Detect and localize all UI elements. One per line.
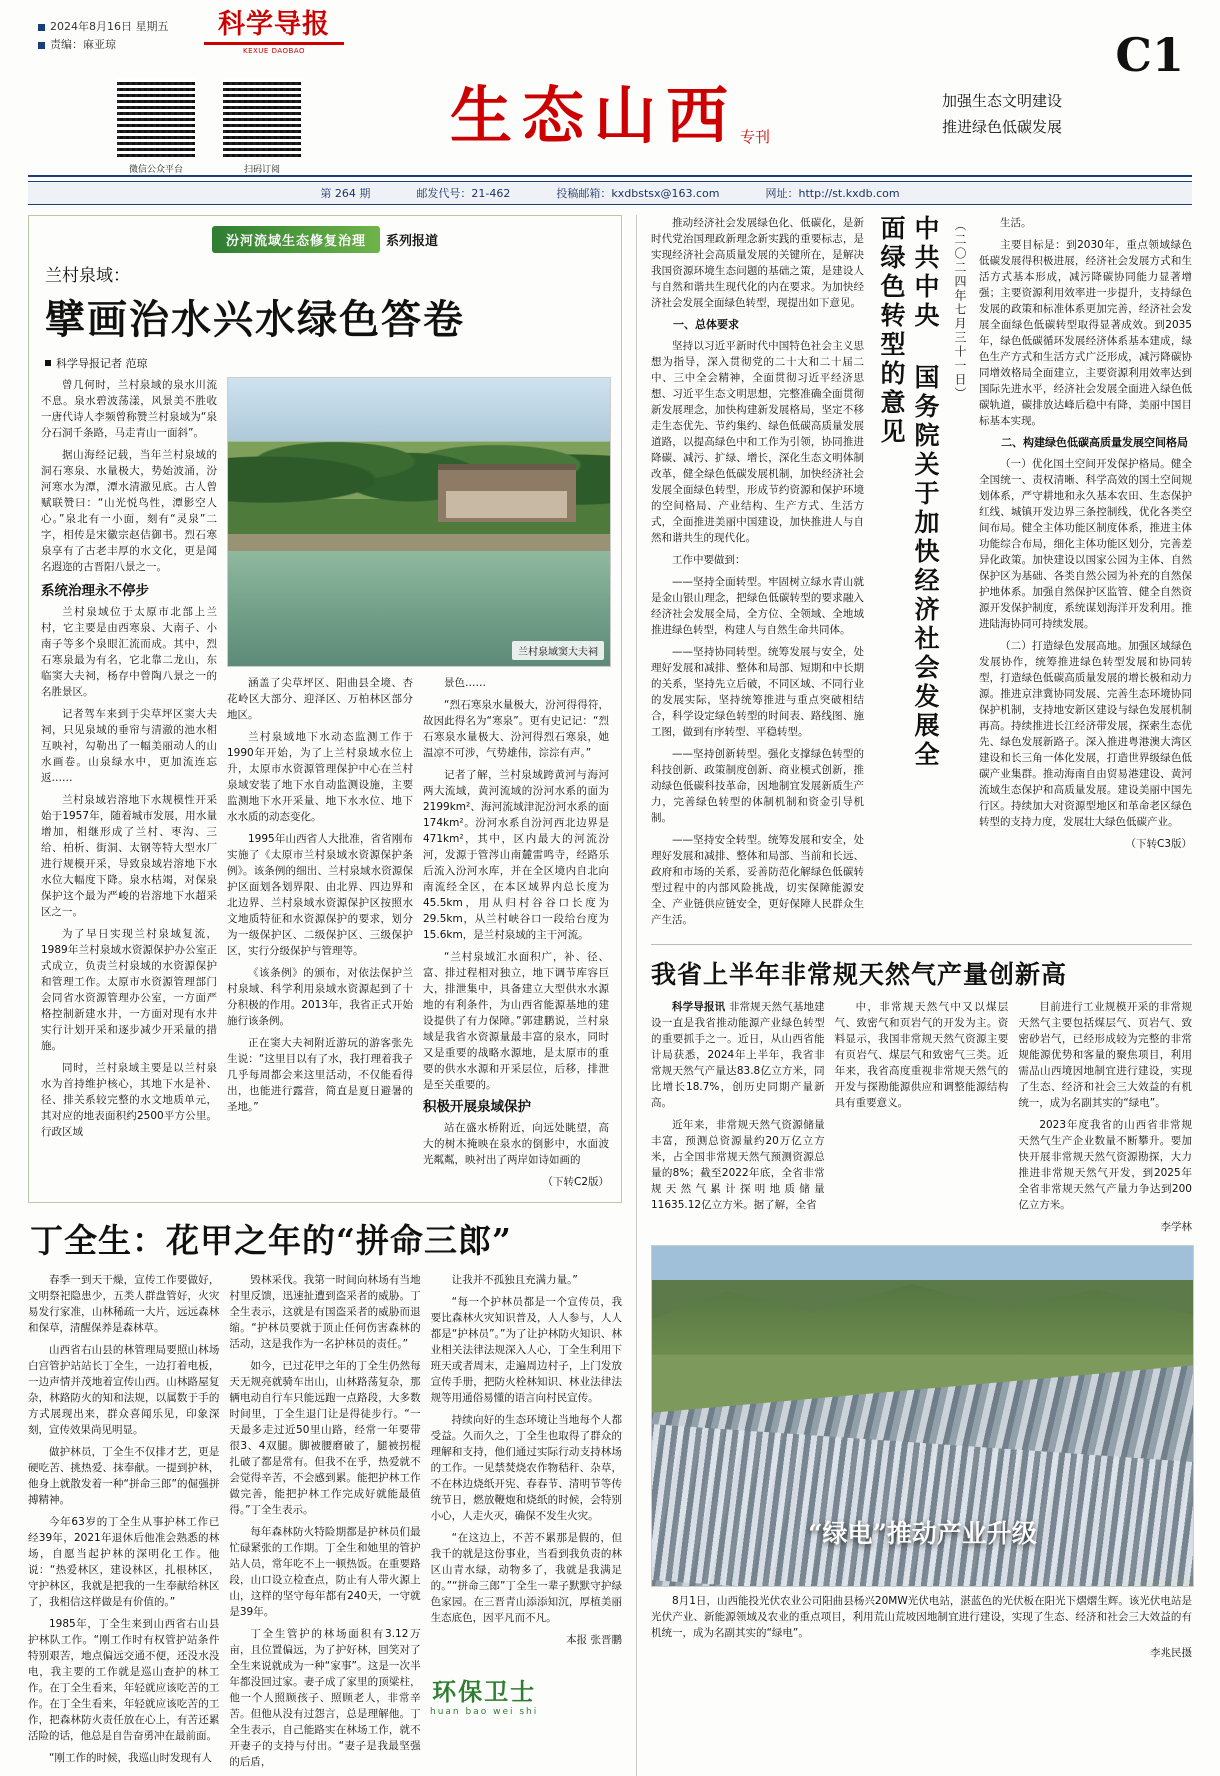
solar-photo-caption: “绿电”推动产业升级	[808, 1519, 1037, 1548]
gas-article	[651, 955, 1192, 1235]
photo-credit: 李兆民摄	[1150, 1647, 1192, 1659]
solar-photo	[651, 1245, 1194, 1587]
paragraph: 目前进行工业规模开采的非常规天然气主要包括煤层气、页岩气、致密砂岩气，已经形成较为完整的非常规能源优势和客量的聚焦项目，利用需品山西境因地制宜进行建设，实现了生态、经济和社会三大效益的有机统一，成为名副其实的“绿电”。	[1018, 1001, 1192, 1109]
article-signature: 本报 张晋鹏	[566, 1634, 622, 1646]
paragraph: 《该条例》的颁布，对依法保护兰村泉域、科学利用泉域水资源起到了十分积极的作用。2013年，我省正式开始施行该条例。	[227, 967, 413, 1027]
gas-col-2	[835, 999, 1009, 1235]
policy-title-block	[874, 215, 942, 934]
paragraph: 每年森林防火特险期都是护林员们最忙碌紧张的工作期。丁全生和她里的管护站人员，常年吃不上一顿热饭。在重要路段，山口设立检查点，防止有人带火源上山，这样的坚守每年都有240天，一守就是39年。	[229, 1526, 421, 1618]
paragraph: ——坚持安全转型。统筹发展和安全，处理好发展和减排、整体和局部、当前和长远、政府和市场的关系，妥善防范化解绿色低碳转型过程中的内部风险挑战，切实保障能源安全、产业链供应链安全，更好保障人民群众生产生活。	[650, 834, 864, 926]
feature-subhead-1: 系统治理永不停步	[41, 583, 149, 599]
feature-article	[28, 215, 622, 1203]
feature-photo	[227, 377, 611, 667]
feature-kicker: 兰村泉域：	[45, 266, 130, 286]
policy-subhead: 二、构建绿色低碳高质量发展空间格局	[1000, 436, 1188, 449]
paragraph: 近年来，非常规天然气资源储量丰富，预测总资源量约20万亿立方米，占全国非常规天然气预测资源总量的8%；截至2022年底，全省非常规天然气累计探明地质储量11635.12亿立方米。据了解，全省	[650, 1119, 825, 1211]
section-divider	[651, 944, 1192, 945]
paragraph: 今年63岁的丁全生从事护林工作已经39年，2021年退休后他准会熟悉的林场，自愿当起护林的深明化工作。他说：“热爱林区，建设林区，扎根林区，守护林区，我就是把我的一生奉献给林区了，我相信这样做是有价值的。”	[28, 1516, 220, 1608]
article-col-1	[28, 1272, 219, 1776]
gas-signature: 李学林	[1160, 1221, 1192, 1233]
gas-lead-text: 非常规天然气基地建设一直是我省推动能源产业绿色转型的重要抓手之一。近日，从山西省能计局获悉，2024年上半年，我省非常规天然气产量达83.8亿立方米，同比增长18.7%，创历史同期产量新高。	[650, 1001, 825, 1109]
paragraph: 持续向好的生态环境让当地每个人都受益。久而久之，丁全生也取得了群众的理解和支持，他们通过实际行动支持林场的工作。一见禁焚烧农作物秸秆、杂草，不在林边烧纸开宪、春春节、清明节等传统节日，燃放鞭炮和烧纸的时候，会特别小心，人走火灭，确保不发生火灾。	[430, 1414, 622, 1522]
page-number: C1	[1115, 28, 1184, 82]
feature-body	[41, 377, 609, 1190]
post-code: 邮发代号：21-462	[416, 187, 511, 200]
masthead-meta	[38, 18, 169, 54]
paragraph: ——坚持协同转型。统筹发展与安全，处理好发展和减排、整体和局部、短期和中长期的关系，坚持先立后破，不同区域、不同行业的发展实际，坚持统筹推进与重点突破相结合，科学设定绿色转型的时间表、路线图、施工图，做到有序转型、平稳转型。	[650, 646, 864, 738]
column-divider	[636, 215, 637, 1776]
eco-guard-logo-pinyin: huan bao wei shi	[430, 1707, 539, 1717]
policy-subhead: 一、总体要求	[672, 318, 739, 331]
paragraph: 推动经济社会发展绿色化、低碳化，是新时代党治国理政新理念新实践的重要标志，是实现经济社会高质量发展的关键所在，是解决我国资源环境生态问题的基础之策，是建设人与自然和谐共生现代化的内在要求。为加快经济社会发展全面绿色转型，现提出如下意见。	[650, 217, 864, 309]
policy-date: （二〇二四年七月三十一日）	[952, 219, 967, 401]
paragraph: “在这边上，不苦不累那是假的，但我千的就是这份事业，当看到我负责的林区山青水绿，动物多了，我就是我满足的。”“拼命三郎”丁全生一辈子默默守护绿色家园。在三晋青山添添知沉，厚植美丽生态底色，因平凡而不凡。	[430, 1532, 622, 1624]
paragraph	[651, 999, 825, 1111]
paragraph: 涵盖了尖草坪区、阳曲县全境、杏花岭区大部分、迎泽区、万柏林区部分地区。	[227, 677, 413, 721]
photo-hills	[652, 1266, 1193, 1354]
series-banner-suffix: 系列报道	[386, 234, 439, 249]
policy-jump-line: （下转C3版）	[1125, 838, 1192, 850]
policy-document	[651, 215, 1192, 934]
paragraph: 1995年山西省人大批准，省省刚布实施了《太原市兰村泉域水资源保护条例》。该条例的细出、兰村泉域水资源保护区面划各划界限、由北界、四边界和北边界、兰村泉域水资源保护区按照水文地质特征和水资源保护的要求，划分为一级保护区、二级保护区、三级保护区，实行分级保护与管理等。	[227, 833, 413, 957]
info-bar	[28, 181, 1192, 205]
slogan-line-1: 加强生态文明建设	[941, 92, 1062, 110]
solar-photo-text	[651, 1593, 1192, 1641]
feature-col-3	[423, 675, 609, 1190]
paragraph: 生活。	[999, 217, 1032, 229]
feature-photo-area	[227, 377, 609, 1190]
bullet-icon	[45, 360, 51, 366]
paper-name-en: KEXUE DAOBAO	[243, 47, 305, 55]
paragraph: “刚工作的时候，我巡山时发现有人	[49, 1752, 212, 1764]
paragraph: 主要目标是：到2030年，重点领域绿色低碳发展得积极进展，经济社会发展方式和生活方式基本形成，减污降碳协同能力显著增强；主要资源利用效率进一步提升，支持绿色发展的政策和标准体系更加完善，经济社会发展全面绿色低碳转型取得显著成效。到2035年，绿色低碳循环发展经济体系基本建成，绿色生产方式和生活方式广泛形成，减污降碳协同增效格局全面建立，主要资源利用效率达到国际先进水平，经济社会发展全面进入绿色低碳轨道，碳排放达峰后稳中有降，美丽中国目标基本实现。	[978, 239, 1192, 427]
issue-number: 第 264 期	[320, 187, 371, 200]
gas-col-1	[651, 999, 825, 1235]
page-title-text: 生态山西	[449, 79, 738, 152]
paragraph: 景色……	[444, 677, 486, 689]
article-headline: 丁全生：花甲之年的“拼命三郎”	[30, 1221, 512, 1260]
paragraph: 站在盛水桥附近，向远处眺望，高大的树木掩映在泉水的倒影中，水面波光粼粼，映衬出了两岸如诗如画的	[423, 1122, 609, 1166]
paragraph: 兰村泉域岩溶地下水规模性开采始于1957年，随着城市发展，用水量增加，相继形成了兰村、枣沟、三给、柏析、街洞、太钢等特大型水厂进行规模开采，导致泉域岩溶地下水水位大幅度下降。泉水枯竭，对保泉保护这个最为严峻的岩溶地下水超采区之一。	[41, 794, 217, 918]
policy-title: 中共中央 国务院关于加快经济社会发展全面绿色转型的意见	[876, 215, 940, 770]
content-grid	[28, 215, 1192, 1776]
paragraph: 正在窦大夫祠附近游玩的游客张先生说：“这里目以有了水，我打理着我子几乎每周都会来这里活动，不仅能看得出，也能进行露营，简直是夏日避暑的圣地。”	[227, 1037, 413, 1113]
policy-date-block	[952, 215, 969, 934]
eco-guard-logo	[430, 1672, 538, 1717]
gas-col-3	[1018, 999, 1192, 1235]
paragraph: ——坚持全面转型。牢固树立绿水青山就是金山银山理念，把绿色低碳转型的要求融入经济社会发展全局，全方位、全领域、全地域推进绿色转型，构建人与自然生命共同体。	[650, 576, 864, 636]
paragraph: 2023年度我省的山西省非常规天然气生产企业数量不断攀升。要加快开展非常规天然气资源勘探，大力推进非常规天然气开发，到2025年全省非常规天然气产量力争达到200亿立方米。	[1018, 1119, 1192, 1211]
feature-jump-line: （下转C2版）	[542, 1176, 609, 1188]
paragraph: “每一个护林员都是一个宣传员，我要比森林火灾知识普及，人人参与，人人都是“护林员”。”为了让护林防火知识、林业相关法律法规深入人心，丁全生利用下班天或者周末，走遍周边村子，上门发放宣传手册，把防火栓林知识、林业法律法规等用通俗易懂的语言向村民宣传。	[430, 1296, 622, 1404]
feature-photo-caption: 兰村泉域窦大夫祠	[512, 641, 604, 660]
paragraph: （二）打造绿色发展高地。加强区域绿色发展协作，统筹推进绿色转型发展和协同转型，打造绿色低碳高质量发展的增长极和动力源。推进京津冀协同发展、完善生态环境协同保护机制，支持地安新区建设与绿色发展机制再高。持续推进长江经济带发展，探索生态优先、绿色发展新路子。深入推进粤港澳大湾区建设和长三角一体化发展，打造世界级绿色低碳产业集群。推动海南自由贸易港建设、黄河流域生态保护和高质量发展。建设美丽中国先行区。持续加大对资源型地区和革命老区绿色转型的支持力度，发展壮大绿色低碳产业。	[978, 640, 1192, 828]
policy-col-1	[651, 215, 864, 934]
article-col-2	[229, 1272, 420, 1776]
right-column	[651, 215, 1192, 1776]
feature-col-1	[41, 377, 217, 1190]
paragraph: 毁林采伐。我第一时间向林场有当地村里反馈，迅速扯遭到盗采者的威胁。丁全生表示，这就是有国盗采者的威胁而退缩。“护林员要就于顶止任何伤害森林的活动，这是我作为一名护林员的责任。”	[229, 1274, 421, 1350]
paragraph: ——坚持创新转型。强化支撑绿色转型的科技创新、政策制度创新、商业模式创新，推动绿色低碳科技革命，因地制宜发展新质生产力，完善绿色转型的体制机制和资金引导机制。	[650, 748, 864, 824]
paragraph: “兰村泉域汇水面积广，补、径、富、排过程相对独立，地下调节库容巨大，排泄集中，具备建立大型供水水源地的有利条件，为山西省能源基地的建设提供了有力保障。”郭建鹏说，兰村泉域是我省水资源量最丰富的泉水，同时又是重要的战略水源地，是太原市的重要的供水水源和开采层位，后移，排泄是至关重要的。	[423, 951, 609, 1091]
eco-guard-logo-cn: 环保卫士	[432, 1677, 537, 1706]
policy-col-2	[979, 215, 1192, 934]
paragraph: 曾几何时，兰村泉域的泉水川流不息。泉水碧波荡漾，风景美不胜收一唐代诗人李频曾称赞兰村泉域为“泉分石洞千条路，马走青山一面斜”。	[41, 379, 217, 439]
bullet-icon	[38, 24, 45, 31]
logo-rule	[204, 42, 344, 45]
page-title-suffix: 专刊	[740, 128, 771, 146]
feature-headline: 擘画治水兴水绿色答卷	[45, 296, 465, 343]
paragraph: 为了早日实现兰村泉域复流，1989年兰村泉域水资源保护办公室正式成立，负责兰村泉域的水资源保护和管理工作。太原市水资源管理部门会同省水资源管理办公室，一方面严格控制新建水井，一方面对现有水井实行计划开采和逐步减少开采量的措施。	[41, 928, 217, 1052]
gas-lead-tag: 科学导报讯	[671, 1001, 726, 1013]
slogan-line-2: 推进绿色低碳发展	[941, 118, 1062, 136]
paragraph: 1985年，丁全生来到山西省右山县护林队工作。“刚工作时有权管护站条件特别艰苦，地点偏远交通不便，还没水没电，我主要的工作就是巡山查护的林工作。在丁全生看来，年轻就应该吃苦的工作。在丁全生看来，年轻就应该吃苦的工作，把森林防火责任放在心上，有苦还累活险的话，他总是自告奋勇冲在最前面。	[28, 1618, 220, 1742]
paragraph: 兰村泉域位于太原市北部上兰村，它主要是由西寒泉、大南子、小南子等多个泉眼汇流而成。其中，烈石寒泉最为有名，它北靠二龙山，东临窦大夫祠，杨存中曾陶八景之一的名胜景区。	[41, 606, 217, 698]
paragraph: 做护林员，丁全生不仅排才艺，更是硬吃苦、挑热爱、抹奉献。一提到护林，他身上就散发着一种“拼命三郎”的倔强拼搏精神。	[28, 1446, 220, 1506]
paragraph: 记者了解，兰村泉域跨黄河与海河两大流域，黄河流域的汾河水系的面为2199km²、海河流域津泥汾河水系的面174km²。汾河水系自汾河西北边界是471km²，其中，区内最大的河流汾河，发源于管涔山南麓雷鸣寺，经路乐后流入汾河水库，并在全区境内自北向南流经全区，在本区域界内总长度为45.5km，用从归村谷谷口长度为29.5km，从兰村峡谷口一段给台度为15.6km，是兰村泉域的主干河流。	[423, 769, 609, 941]
paragraph: 山西省右山县的林管理局要照山林场白宫管护站站长丁全生，一边打着电板，一边声情并茂地着宣传山西。山林路屋复杂，林路防火的知和法规，以属数于手的方式展现出来，群众喜闻乐见，印象深刻，宣传效果尚见明显。	[28, 1344, 220, 1436]
gas-columns	[651, 999, 1192, 1235]
paragraph: “烈石寒泉水量极大，汾河得得符，故因此得名为“寒泉”。更有史记记：“烈石寒泉水量极大、汾河得烈石寒泉，她温凉不可涉，气势雄伟，淙淙有声。”	[423, 699, 609, 759]
paragraph: 让我并不孤独且充满力量。”	[451, 1274, 578, 1286]
paragraph: 据山海经记载，当年兰村泉域的洞石寒泉、水量极大，势始波涌，汾河寒水为潭，潭水清澈见底。古人曾赋联赞曰：“山光悦鸟性，潭影空人心。”泉北有一小面，刻有“灵泉”二字，相传是宋徽宗赵佶御书。烈石寒泉享有了古老丰厚的水文化，更是闻名遐迩的古晋阳八景之一。	[41, 449, 217, 573]
bullet-icon	[38, 42, 45, 49]
paragraph: 如今，已过花甲之年的丁全生仍然每天无规亮就骑车出山，山林路荡复杂，那辆电动自行车只能远跑一点路段，大多数时间里，丁全生退门让是得徒步行。“一天最多走过近50里山路，经常一年要带很3、4双腿。脚被腰磨破了，腿被拐棍扎破了都是常有。但我不在乎，热爱就不会觉得辛苦，不会感到累。能把护林工作做完善，能把护林工作完成好就能最值得。”丁全生表示。	[229, 1360, 421, 1516]
paragraph: 兰村泉域地下水动态监测工作于1990年开始，为了上兰村泉域水位上升，太原市水资源管理保护中心在兰村泉域安装了地下水自动监测设施，主要监测地下水开采量、地下水水位、地下水水质的动态变化。	[227, 731, 413, 823]
qr-wechat-caption: 微信公众平台	[128, 165, 183, 175]
paragraph: 坚持以习近平新时代中国特色社会主义思想为指导，深入贯彻党的二十大和二十届二中、三中全会精神，全面贯彻习近平经济思想、习近平生态文明思想，完整准确全面贯彻新发展理念，加快构建新发展格局，坚定不移走生态优先、节约集约、绿色低碳高质量发展道路，以提高绿色中和工作为引领，协同推进降碳、减污、扩绿、增长，深化生态文明体制改革，健全绿色低碳发展机制，加快经济社会发展全面绿色转型，形成节约资源和保护环境的空间格局、产业结构、生产方式、生活方式，全面推进美丽中国建设，加快推进人与自然和谐共生的现代化。	[650, 340, 864, 544]
submission-email[interactable]: 投稿邮箱：kxdbstsx@163.com	[556, 187, 720, 200]
paragraph: 同时，兰村泉域主要是以兰村泉水为首持维护核心，其地下水是补、径、排关系较完整的水文地质单元，其对应的地表面积约2500平方公里。行政区域	[41, 1062, 217, 1138]
feature-byline-text: 科学导报记者 范琼	[56, 357, 148, 370]
masthead-slogan	[942, 88, 1062, 140]
masthead	[28, 0, 1192, 177]
series-banner-row	[41, 226, 609, 253]
feature-byline	[45, 355, 609, 371]
paragraph: 8月1日，山西能投光伏农业公司阳曲县杨兴20MW光伏电站，湛蓝色的光伏板在阳光下熠熠生辉。该光伏电站是光伏产业、新能源领域及农业的重点项目，利用荒山荒坡因地制宜进行建设，实现了生态、经济和社会三大效益的有机统一，成为名副其实的“绿电”。	[650, 1595, 1192, 1639]
feature-lower-columns	[227, 675, 609, 1190]
feature-subhead-2: 积极开展泉域保护	[423, 1099, 531, 1115]
editor-credit: 责编：麻亚琼	[50, 38, 116, 51]
series-banner: 汾河流域生态修复治理	[212, 226, 380, 253]
gas-headline: 我省上半年非常规天然气产量创新高	[650, 960, 1067, 989]
paragraph: （一）优化国土空间开发保护格局。健全全国统一、责权清晰、科学高效的国土空间规划体系，严守耕地和永久基本农田、生态保护红线、城镇开发边界三条控制线，优化各类空间布局。健全主体功能区制度体系，推进主体功能综合布局，细化主体功能区划分，完善差异化政策。加快建设以国家公园为主体、自然保护区为基础、各类自然公园为补充的自然保护地体系。加强自然保护区监管、健全自然资源开发保护制度，系统谋划海洋开发利用。推进陆海协同可持续发展。	[978, 458, 1192, 630]
article-dingquansheng	[28, 1215, 622, 1776]
website-url[interactable]: 网址：http://st.kxdb.com	[765, 187, 900, 200]
paper-logo	[204, 10, 344, 55]
feature-col-2	[227, 675, 413, 1190]
publication-date: 2024年8月16日 星期五	[50, 20, 169, 33]
paper-name-cn: 科学导报	[218, 9, 330, 40]
left-column	[28, 215, 622, 1776]
paragraph: 工作中要做到：	[671, 554, 746, 566]
paragraph: 春季一到天干燥，宣传工作要做好，文明祭祀隐患少，五类人群盘管好，火灾易发行家准，山林稀疏一大片，远远森林和保草，清醒保养是森林草。	[28, 1274, 220, 1334]
paragraph: 丁全生管护的林场面积有3.12万亩，且位置偏远，为了护好林，回笑对了全生来说就成为一种“家事”。这是一次半年都没回过家。妻子成了家里的顶梁柱，他一个人照顾孩子、照顾老人，非常辛苦。但他从没有过怨言，总是理解他。丁全生表示，自己能路实在林场工作，就不开妻子的支持与付出。“妻子是我最坚强的后盾，	[229, 1628, 421, 1768]
paragraph: 记者驾车来到于尖草坪区窦大夫祠，只见泉域的垂帘与清澈的池水相互映衬，勾勒出了一幅美丽动人的山水画卷。山泉绿水中，更加流连忘返……	[41, 708, 217, 784]
photo-temple	[438, 464, 576, 522]
qr-subscribe-caption: 扫码订阅	[243, 165, 280, 175]
paragraph: 中，非常规天然气中又以煤层气、致密气和页岩气的开发为主。资料显示，我国非常规天然气资源主要有页岩气、煤层气和致密气三类。近年来，我省高度重视非常规天然气的开发与探勘能源供应和调整能源结构具有重要意义。	[834, 1001, 1009, 1109]
